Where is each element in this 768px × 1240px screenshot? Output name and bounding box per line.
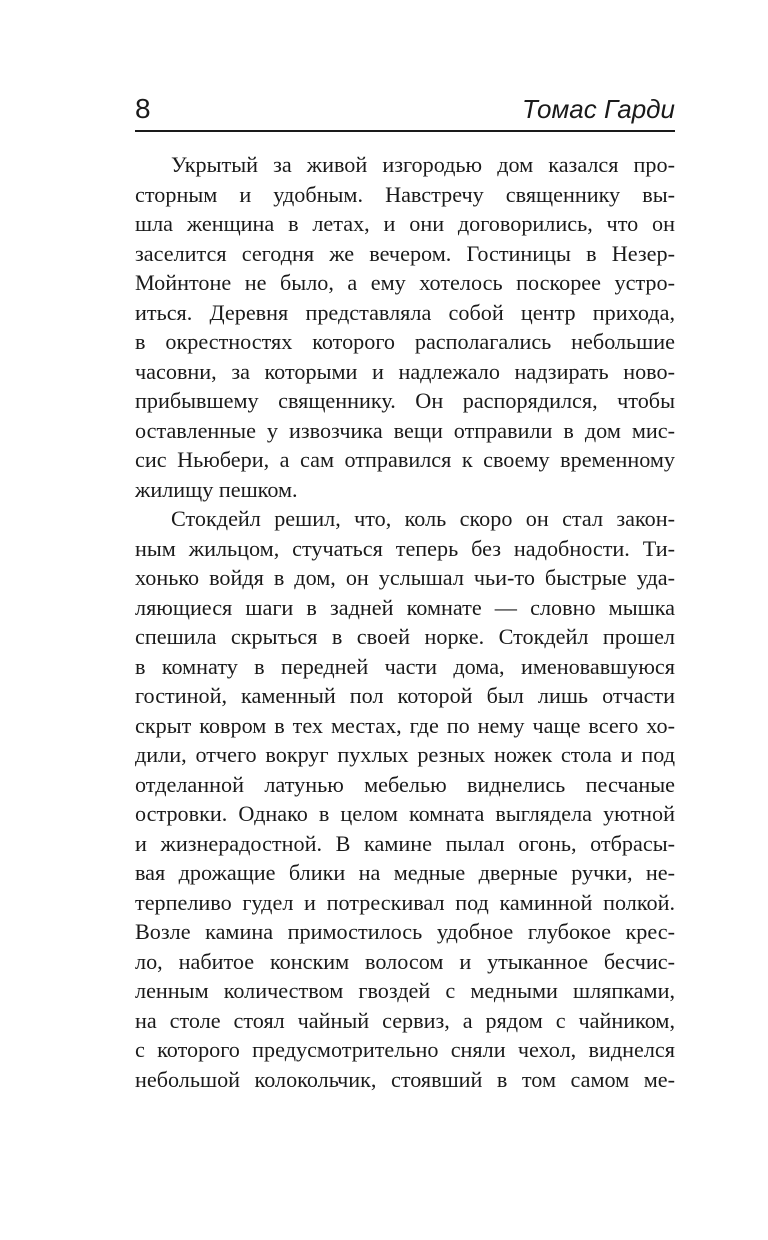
text-line: дили, отчего вокруг пухлых резных ножек стола и под xyxy=(135,742,675,767)
text-line: гостиной, каменный пол которой был лишь отчасти xyxy=(135,683,675,708)
text-line: прибывшему священнику. Он распорядился, чтобы xyxy=(135,388,675,413)
text-line: ленным количеством гвоздей с медными шляпками, xyxy=(135,978,675,1003)
text-line: с которого предусмотрительно сняли чехол, виднелся xyxy=(135,1037,675,1062)
text-line: Стокдейл решил, что, коль скоро он стал закон- xyxy=(171,506,675,531)
text-line: и жизнерадостной. В камине пылал огонь, отбрасы- xyxy=(135,830,675,856)
page-number: 8 xyxy=(135,93,151,124)
text-line: спешила скрыться в своей норке. Стокдейл прошел xyxy=(135,624,675,649)
text-line: Возле камина примостилось удобное глубокое крес- xyxy=(135,919,675,944)
text-line: Укрытый за живой изгородью дом казался про- xyxy=(171,152,675,177)
text-line: вая дрожащие блики на медные дверные ручки, не- xyxy=(135,860,675,885)
paragraph-1 xyxy=(135,150,675,504)
text-line: островки. Однако в целом комната выглядела уютной xyxy=(135,801,675,826)
text-line: на столе стоял чайный сервиз, а рядом с чайником, xyxy=(135,1007,675,1033)
text-line: скрыт ковром в тех местах, где по нему чаще всего хо- xyxy=(135,712,675,738)
text-line: жилищу пешком. xyxy=(135,476,298,502)
text-line: сис Ньюбери, а сам отправился к своему временному xyxy=(135,447,675,472)
text-line: иться. Деревня представляла собой центр прихода, xyxy=(135,299,675,325)
text-line: заселится сегодня же вечером. Гостиницы в Незер- xyxy=(135,240,675,266)
text-line: часовни, за которыми и надлежало надзирать ново- xyxy=(135,358,675,384)
text-line: отделанной латунью мебелью виднелись песчаные xyxy=(135,771,675,797)
text-line: в окрестностях которого располагались небольшие xyxy=(135,329,675,354)
text-line: терпеливо гудел и потрескивал под каминной полкой. xyxy=(135,889,675,915)
text-line: небольшой колокольчик, стоявший в том самом ме- xyxy=(135,1066,675,1092)
paragraph-2 xyxy=(135,504,675,1094)
page-header xyxy=(135,92,675,132)
text-line: ным жильцом, стучаться теперь без надобности. Ти- xyxy=(135,535,675,561)
body-text xyxy=(135,150,675,1094)
text-line: ляющиеся шаги в задней комнате — словно мышка xyxy=(135,594,675,620)
text-line: хонько войдя в дом, он услышал чьи-то быстрые уда- xyxy=(135,565,675,590)
text-line: Мойнтоне не было, а ему хотелось поскорее устро- xyxy=(135,270,675,295)
text-line: шла женщина в летах, и они договорились, что он xyxy=(135,211,675,236)
text-line: сторным и удобным. Навстречу священнику вы- xyxy=(135,181,675,207)
text-line: в комнату в передней части дома, именовавшуюся xyxy=(135,653,675,679)
text-line: ло, набитое конским волосом и утыканное бесчис- xyxy=(135,948,675,974)
running-title: Томас Гарди xyxy=(521,94,675,124)
text-line: оставленные у извозчика вещи отправили в дом мис- xyxy=(135,417,675,443)
